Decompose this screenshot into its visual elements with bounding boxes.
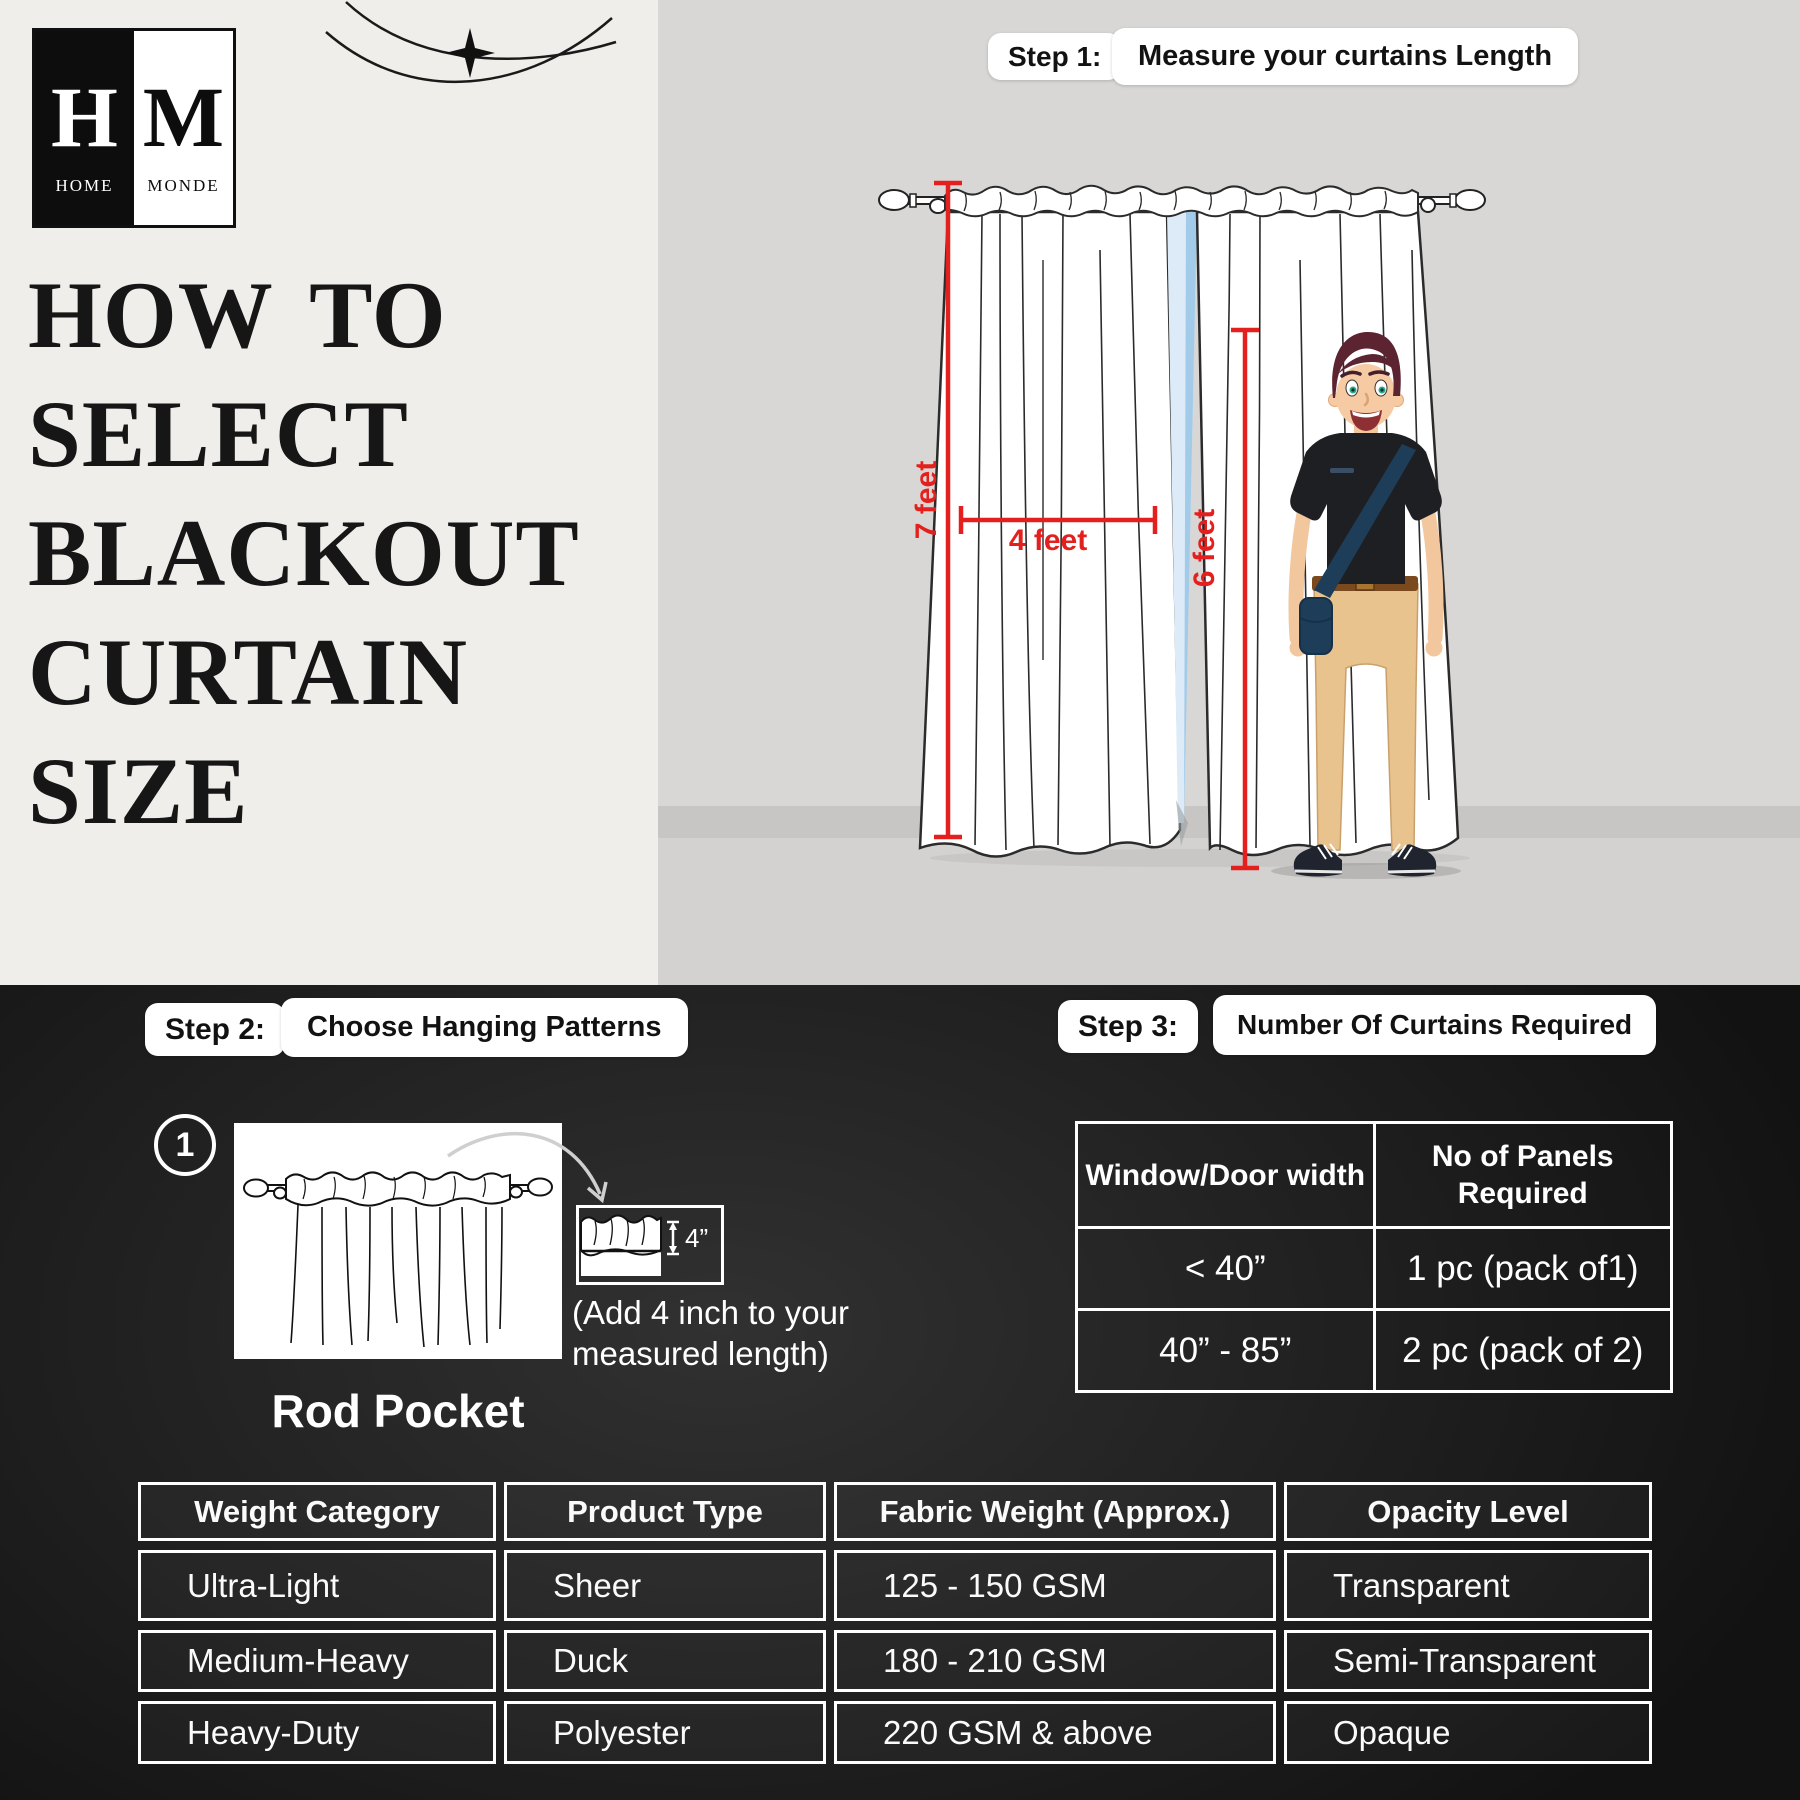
pocket-note-line1: (Add 4 inch to your (572, 1294, 849, 1331)
weight-table-header: Weight Category (138, 1482, 496, 1541)
panels-cell: 1 pc (pack of1) (1374, 1228, 1672, 1310)
weight-table-cell: Heavy-Duty (138, 1701, 496, 1764)
pattern-number: 1 (175, 1125, 195, 1164)
pocket-depth-detail-box (576, 1205, 724, 1285)
weight-table-cell: Ultra-Light (138, 1550, 496, 1621)
pocket-note-line2: measured length) (572, 1335, 829, 1372)
curtain-measure-illustration (658, 0, 1800, 985)
panels-cell: 2 pc (pack of 2) (1374, 1310, 1672, 1392)
weight-table-cell: Polyester (504, 1701, 826, 1764)
pocket-depth-value: 4” (685, 1223, 709, 1253)
panels-col2-header: No of Panels Required (1374, 1123, 1672, 1228)
weight-table-header: Product Type (504, 1482, 826, 1541)
weight-table-header: Opacity Level (1284, 1482, 1652, 1541)
pocket-note (572, 1292, 892, 1374)
pattern-number-badge (154, 1114, 216, 1176)
fabric-weight-table (138, 1482, 1652, 1764)
weight-table-header: Fabric Weight (Approx.) (834, 1482, 1276, 1541)
weight-table-cell: Sheer (504, 1550, 826, 1621)
weight-table-cell: Medium-Heavy (138, 1630, 496, 1692)
weight-table-cell: Semi-Transparent (1284, 1630, 1652, 1692)
step2-label-pill: Step 2: (145, 1003, 285, 1056)
decorative-swirl (318, 0, 618, 112)
brand-logo (32, 28, 236, 228)
sparkle-star-icon (445, 28, 495, 78)
logo-letter-h: H (51, 69, 118, 165)
weight-table-cell: 180 - 210 GSM (834, 1630, 1276, 1692)
pattern-name: Rod Pocket (271, 1385, 525, 1437)
logo-word-home: HOME (55, 176, 114, 195)
weight-table-cell: 125 - 150 GSM (834, 1550, 1276, 1621)
connector-arrow-icon (430, 1118, 630, 1218)
weight-table-cell: Duck (504, 1630, 826, 1692)
logo-word-monde: MONDE (147, 176, 220, 195)
step3-heading-pill: Number Of Curtains Required (1213, 995, 1656, 1055)
logo-letter-m: M (142, 69, 225, 165)
step2-heading-pill: Choose Hanging Patterns (281, 998, 688, 1057)
step1-label-pill: Step 1: (988, 33, 1121, 80)
panel-width-label: 4 feet (1008, 524, 1088, 557)
title-line-5: SIZE (28, 738, 249, 844)
rod-pocket-ruffle (945, 186, 1418, 217)
weight-table-cell: Opaque (1284, 1701, 1652, 1764)
curtain-height-label: 7 feet (910, 460, 943, 540)
table-row (1077, 1310, 1672, 1392)
logo-home-half (35, 31, 134, 225)
pocket-depth-sketch (579, 1208, 715, 1276)
step1-heading-pill: Measure your curtains Length (1112, 28, 1578, 85)
step3-label-pill: Step 3: (1058, 1000, 1198, 1053)
weight-table-cell: Transparent (1284, 1550, 1652, 1621)
table-row (1077, 1228, 1672, 1310)
title-line-1: HOW TO (28, 262, 447, 368)
weight-table-cell: 220 GSM & above (834, 1701, 1276, 1764)
title-line-3: BLACKOUT (28, 500, 580, 606)
panels-col1-header: Window/Door width (1077, 1123, 1375, 1228)
person-height-label: 6 feet (1188, 508, 1221, 588)
panels-required-table (1075, 1121, 1673, 1393)
page-title (28, 256, 628, 851)
width-cell: 40” - 85” (1077, 1310, 1375, 1392)
logo-monde-half (134, 31, 233, 225)
title-line-4: CURTAIN (28, 619, 468, 725)
width-cell: < 40” (1077, 1228, 1375, 1310)
title-line-2: SELECT (28, 381, 409, 487)
